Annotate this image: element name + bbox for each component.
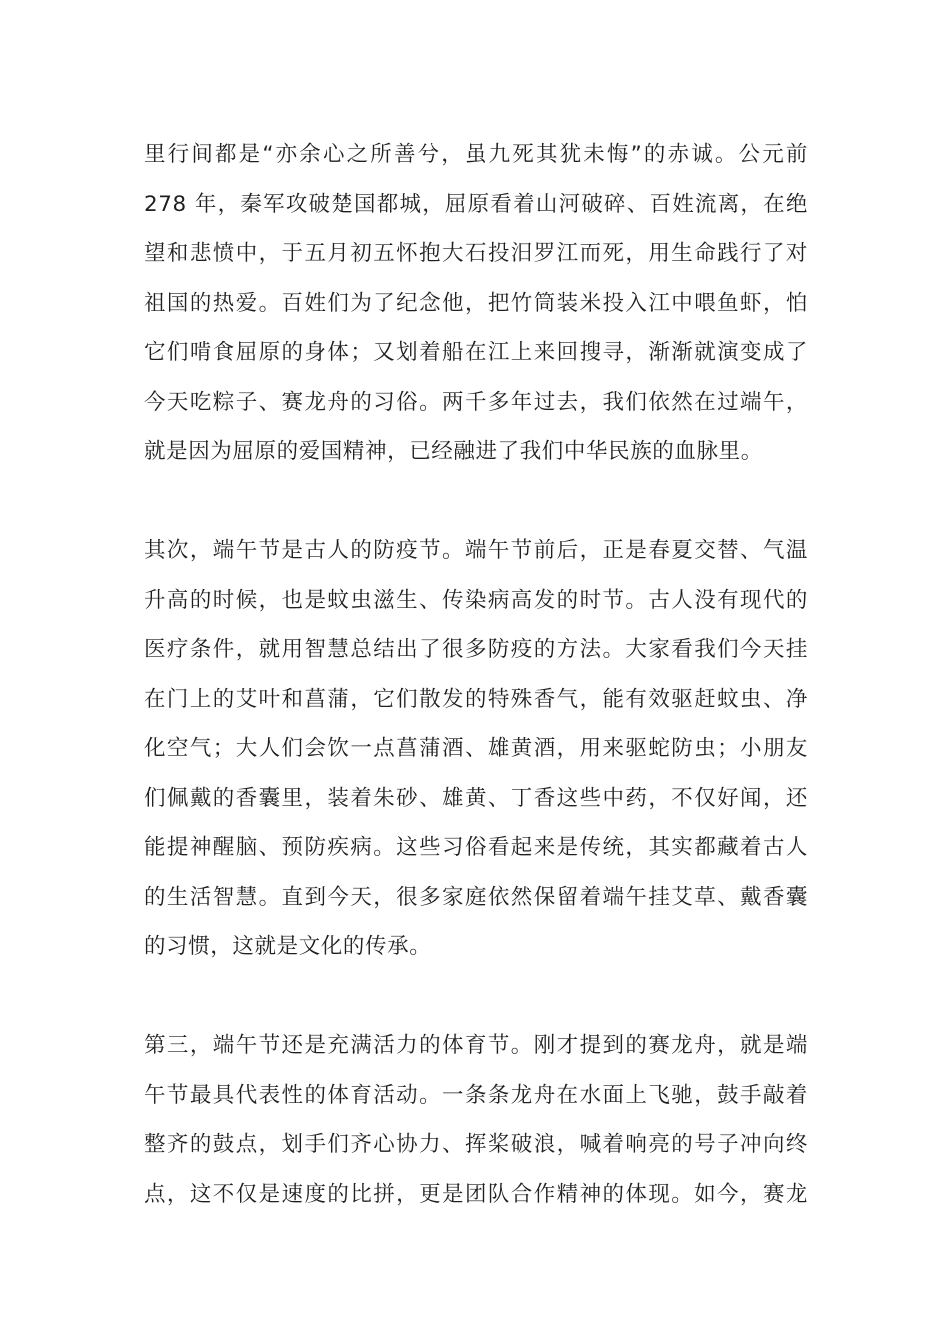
text-line: 望和悲愤中，于五月初五怀抱大石投汨罗江而死，用生命践行了对 (144, 241, 808, 266)
paragraph-spacer (144, 972, 808, 1022)
text-line: 点，这不仅是速度的比拼，更是团队合作精神的体现。如今，赛龙 (144, 1181, 808, 1207)
document-body (144, 130, 808, 1219)
text-line: 祖国的热爱。百姓们为了纪念他，把竹筒装米投入江中喂鱼虾，怕 (144, 290, 808, 316)
text-line: 就是因为屈原的爱国精神，已经融进了我们中华民族的血脉里。 (144, 439, 763, 464)
text-line: 医疗条件，就用智慧总结出了很多防疫的方法。大家看我们今天挂 (144, 637, 808, 662)
paragraph-spacer (144, 477, 808, 527)
paragraph-epidemic-prevention (144, 526, 808, 972)
text-line: 升高的时候，也是蚊虫滋生、传染病高发的时节。古人没有现代的 (144, 587, 808, 613)
text-line: 的生活智慧。直到今天，很多家庭依然保留着端午挂艾草、戴香囊 (144, 884, 808, 910)
text-line: 其次，端午节是古人的防疫节。端午节前后，正是春夏交替、气温 (144, 538, 808, 563)
text-line: 化空气；大人们会饮一点菖蒲酒、雄黄酒，用来驱蛇防虫；小朋友 (144, 736, 808, 761)
paragraph-sports-festival (144, 1021, 808, 1219)
text-line: 第三，端午节还是充满活力的体育节。刚才提到的赛龙舟，就是端 (144, 1033, 808, 1058)
text-line: 午节最具代表性的体育活动。一条条龙舟在水面上飞驰，鼓手敲着 (144, 1082, 808, 1108)
text-line: 它们啃食屈原的身体；又划着船在江上来回搜寻，渐渐就演变成了 (144, 340, 808, 365)
text-line: 们佩戴的香囊里，装着朱砂、雄黄、丁香这些中药，不仅好闻，还 (144, 785, 808, 811)
text-line: 里行间都是“亦余心之所善兮，虽九死其犹未悔”的赤诚。公元前 (144, 142, 808, 167)
text-line: 278 年，秦军攻破楚国都城，屈原看着山河破碎、百姓流离，在绝 (144, 191, 808, 217)
text-line: 的习惯，这就是文化的传承。 (144, 934, 432, 959)
paragraph-qu-yuan (144, 130, 808, 477)
text-line: 在门上的艾叶和菖蒲，它们散发的特殊香气，能有效驱赶蚊虫、净 (144, 686, 808, 712)
text-line: 能提神醒脑、预防疾病。这些习俗看起来是传统，其实都藏着古人 (144, 835, 808, 860)
text-line: 整齐的鼓点，划手们齐心协力、挥桨破浪，喊着响亮的号子冲向终 (144, 1132, 808, 1157)
text-line: 今天吃粽子、赛龙舟的习俗。两千多年过去，我们依然在过端午， (144, 389, 808, 415)
